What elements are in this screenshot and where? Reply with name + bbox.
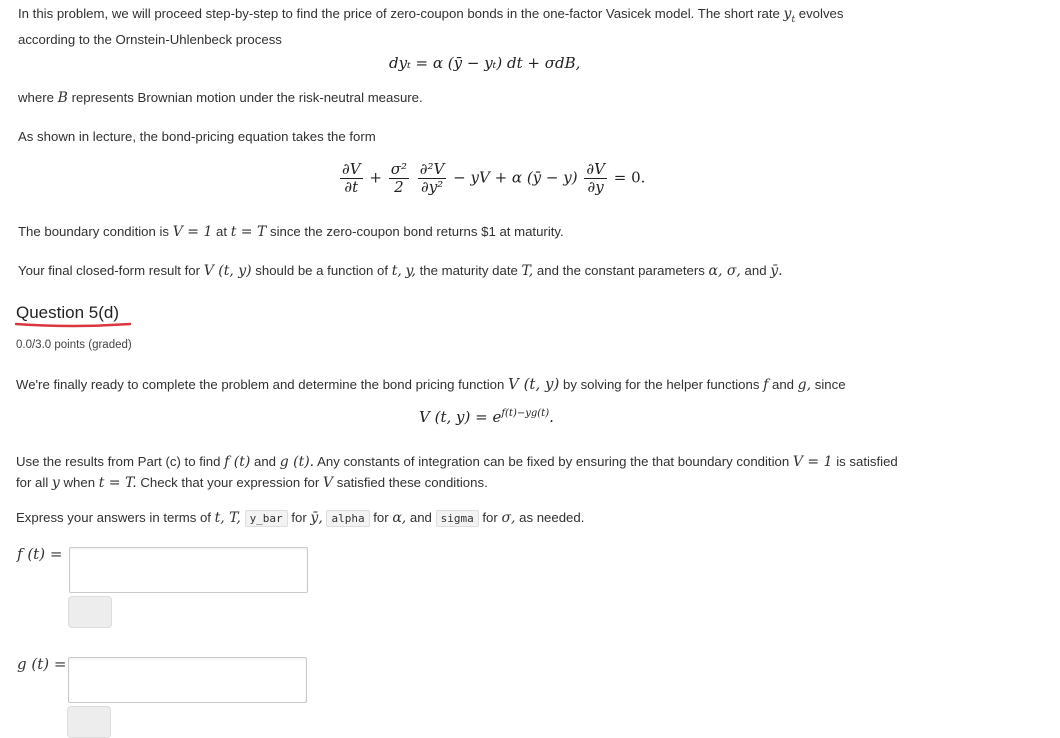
final-form-text: Your final closed-form result for V (t, y) should be a function of t, y, the maturity date T, and the constant parameters α, σ, and ȳ. xyxy=(18,263,783,279)
points-status: 0.0/3.0 points (graded) xyxy=(16,339,132,351)
question-title: Question 5(d) xyxy=(16,303,119,322)
sde-equation: dyₜ = α (ȳ − yₜ) dt + σdB, xyxy=(389,54,581,72)
intro-paragraph xyxy=(18,4,1038,50)
f-preview-button[interactable] xyxy=(68,596,112,628)
code-alpha: alpha xyxy=(326,510,369,527)
code-sigma: sigma xyxy=(436,510,479,527)
pde-fraction-3: $\frac{\text{∂²V}}{\text{∂y²}}$ xyxy=(419,160,445,196)
v-formula: V (t, $y) = e^{f(t)-yg(t)}$. xyxy=(419,408,554,426)
g-answer-input[interactable] xyxy=(68,657,307,703)
short-rate-symbol: $y_t$ xyxy=(783,6,796,25)
intro-text-end: evolves xyxy=(798,6,844,21)
where-text: where B represents Brownian motion under the risk-neutral measure. xyxy=(18,90,423,106)
g-label: g (t) = xyxy=(17,655,67,673)
pde-fraction-2: $\frac{\text{σ²}}{2}$ xyxy=(390,160,407,196)
g-preview-button[interactable] xyxy=(67,706,111,738)
instructions-text: Use the results from Part (c) to find f (t) and g (t). Any constants of integration can be fixed by ensuring the that boundary condition V = 1 is satisfied for all y when t = T. Check that your expression for V satisfied these conditions. xyxy=(16,454,898,491)
pde-fraction-4: $\frac{\partial V}{\partial y}$ xyxy=(586,160,605,196)
intro-text: In this problem, we will proceed step-by-step to find the price of zero-coupon bonds in the one-factor Vasicek model. The short rate xyxy=(18,6,780,21)
boundary-text: The boundary condition is V = 1 at t = T since the zero-coupon bond returns $1 at maturity. xyxy=(18,224,564,240)
brownian-symbol: B xyxy=(57,90,68,106)
lecture-text: As shown in lecture, the bond-pricing equation takes the form xyxy=(18,129,376,144)
f-answer-input[interactable] xyxy=(69,547,308,593)
code-y-bar: y_bar xyxy=(245,510,288,527)
ready-text: We're finally ready to complete the problem and determine the bond pricing function V (t, y) by solving for the helper functions f and g, since xyxy=(16,375,846,393)
express-text: Express your answers in terms of t, T, y_bar for ȳ, alpha for α, and sigma for σ, as needed. xyxy=(16,510,585,526)
title-underline xyxy=(15,321,131,329)
pde-equation: $\frac{\partial V}{\partial t}$ + $\frac{\text{σ²}}{2}$ $\frac{\text{∂²V}}{\text{∂y²}}$ − yV + α (ȳ − y) $\frac{\partial V}{\partial y}$ = 0. xyxy=(342,160,646,196)
pde-fraction-1: $\frac{\partial V}{\partial t}$ xyxy=(342,160,361,196)
f-label: f (t) = xyxy=(17,545,63,563)
intro-text-line2: according to the Ornstein-Uhlenbeck process xyxy=(18,32,282,48)
